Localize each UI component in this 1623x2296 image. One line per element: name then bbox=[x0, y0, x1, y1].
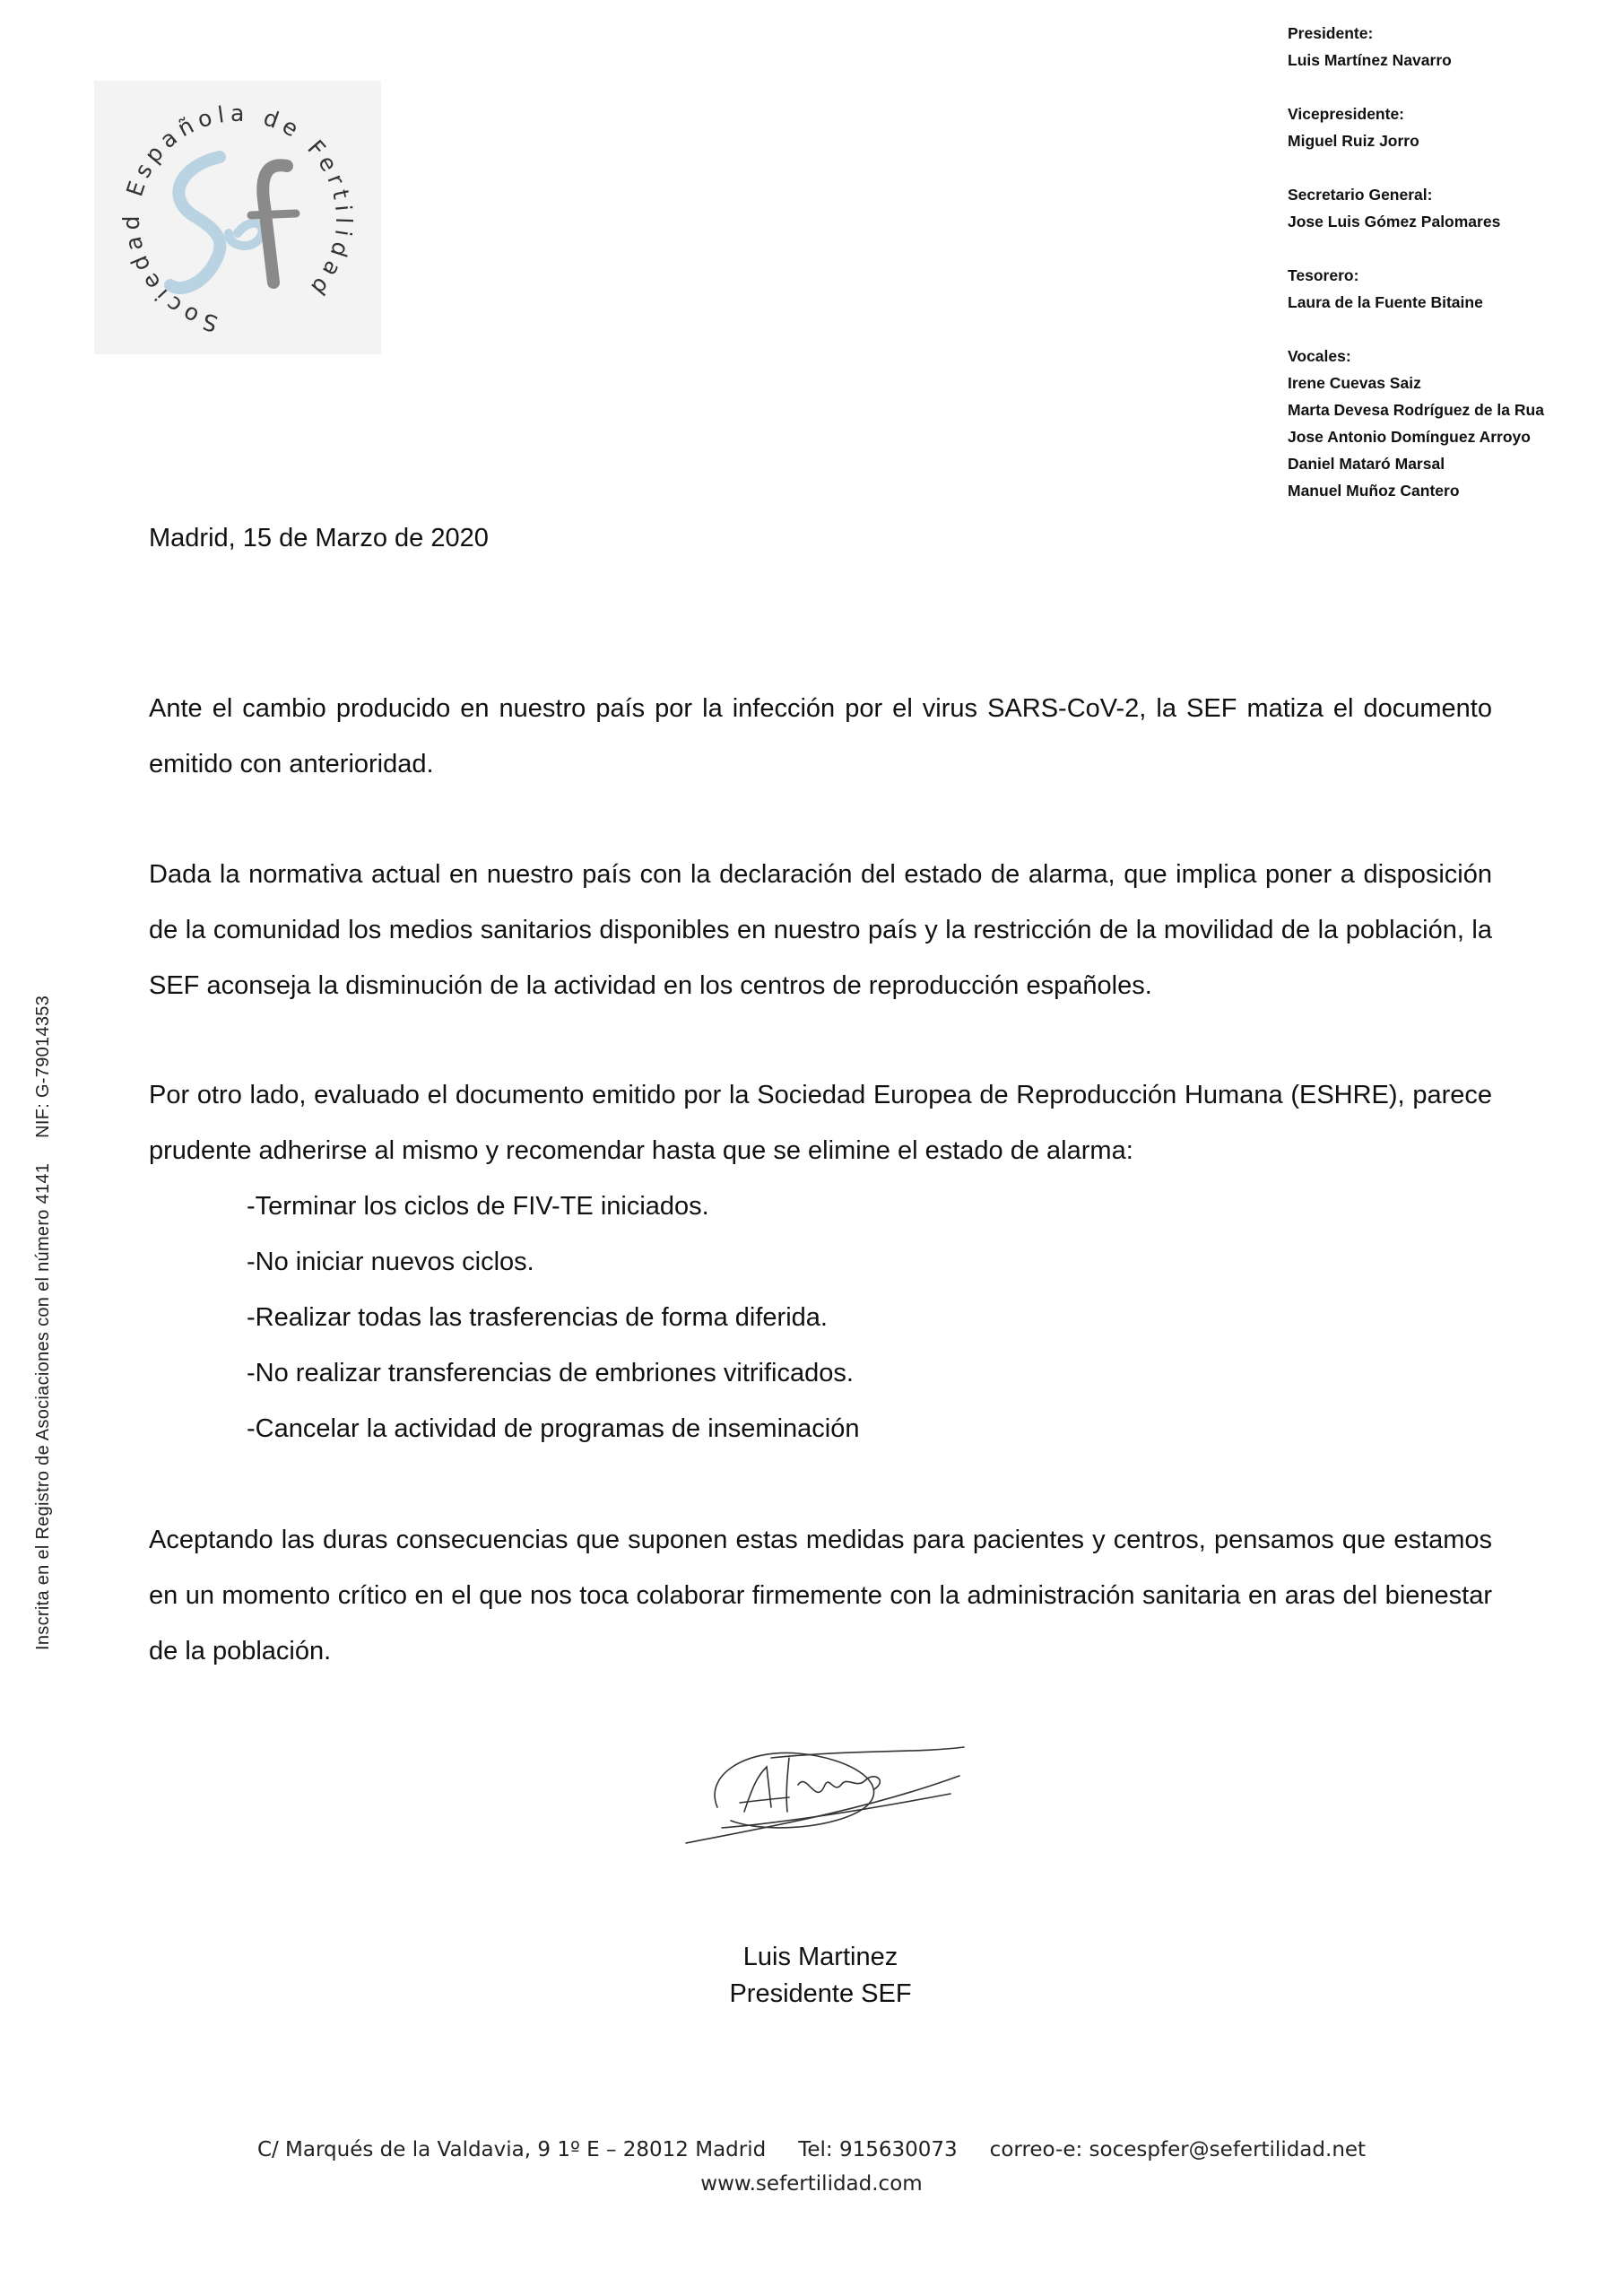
sef-logo bbox=[94, 81, 381, 354]
president-name: Luis Martínez Navarro bbox=[1288, 51, 1452, 69]
measure-item: -No iniciar nuevos ciclos. bbox=[247, 1248, 534, 1276]
treasurer-label: Tesorero: bbox=[1288, 266, 1359, 284]
measure-item: -No realizar transferencias de embriones vitrificados. bbox=[247, 1359, 854, 1387]
logo-f-stroke bbox=[263, 165, 287, 283]
nif-text: NIF: G-79014353 bbox=[33, 995, 53, 1138]
measure-item: -Terminar los ciclos de FIV-TE iniciados. bbox=[247, 1192, 709, 1221]
logo-e-stroke bbox=[229, 223, 263, 246]
signer-title: Presidente SEF bbox=[729, 1979, 912, 2008]
members-label: Vocales: bbox=[1288, 347, 1351, 365]
board-president bbox=[1288, 20, 1610, 74]
vicepresident-name: Miguel Ruiz Jorro bbox=[1288, 132, 1419, 150]
footer-email: correo-e: socespfer@sefertilidad.net bbox=[989, 2138, 1367, 2161]
footer-contact-line bbox=[0, 2133, 1623, 2167]
footer-website: www.sefertilidad.com bbox=[700, 2172, 923, 2196]
paragraph-1: Ante el cambio producido en nuestro país por la infección por el virus SARS-CoV-2, la SEF matiza el documento emitido con anterioridad. bbox=[149, 694, 1492, 778]
secretary-name: Jose Luis Gómez Palomares bbox=[1288, 213, 1501, 230]
signer-block bbox=[628, 1939, 1013, 2013]
paragraph-3: Por otro lado, evaluado el documento emitido por la Sociedad Europea de Reproducción Humana (ESHRE), parece prudente adherirse al mismo y recomendar hasta que se elimine el estado de alarma: bbox=[149, 1081, 1492, 1165]
measure-item: -Cancelar la actividad de programas de inseminación bbox=[247, 1414, 860, 1443]
registry-sidebar bbox=[33, 996, 54, 1650]
vicepresident-label: Vicepresidente: bbox=[1288, 105, 1405, 123]
footer-address: C/ Marqués de la Valdavia, 9 1º E – 28012 Madrid bbox=[256, 2138, 767, 2161]
member-name: Irene Cuevas Saiz bbox=[1288, 374, 1421, 392]
registry-text: Inscrita en el Registro de Asociaciones con el número 4141 bbox=[33, 1162, 53, 1650]
paragraph-4: Aceptando las duras consecuencias que suponen estas medidas para pacientes y centros, pensamos que estamos en un momento crítico en el que nos toca colaborar firmemente con la administración sanitaria en aras del bienestar de la población. bbox=[149, 1526, 1492, 1665]
president-label: Presidente: bbox=[1288, 24, 1374, 42]
signature-graphic bbox=[681, 1722, 968, 1857]
member-name: Daniel Mataró Marsal bbox=[1288, 455, 1445, 473]
measures-list bbox=[247, 1178, 859, 1457]
board-members bbox=[1288, 343, 1610, 504]
footer-phone: Tel: 915630073 bbox=[798, 2138, 958, 2161]
paragraph-2: Dada la normativa actual en nuestro país con la declaración del estado de alarma, que implica poner a disposición de la comunidad los medios sanitarios disponibles en nuestro país y la restricción de la movilidad de la población, la SEF aconseja la disminución de la actividad en los centros de reproducción españoles. bbox=[149, 860, 1492, 1000]
logo-s-stroke bbox=[170, 157, 220, 288]
logo-f-bar bbox=[251, 213, 296, 215]
member-name: Manuel Muñoz Cantero bbox=[1288, 482, 1460, 500]
board-vicepresident bbox=[1288, 100, 1610, 154]
measure-item: -Realizar todas las trasferencias de forma diferida. bbox=[247, 1303, 828, 1332]
board-treasurer bbox=[1288, 262, 1610, 316]
logo-ring-text: Sociedad Española de Fertilidad bbox=[117, 100, 358, 337]
handwritten-signature bbox=[681, 1722, 968, 1857]
member-name: Marta Devesa Rodríguez de la Rua bbox=[1288, 401, 1544, 419]
board-secretary bbox=[1288, 181, 1610, 235]
footer bbox=[0, 2133, 1623, 2201]
board-of-directors bbox=[1288, 20, 1610, 504]
letter-date: Madrid, 15 de Marzo de 2020 bbox=[149, 524, 489, 552]
signer-name: Luis Martinez bbox=[742, 1943, 898, 1971]
secretary-label: Secretario General: bbox=[1288, 186, 1433, 204]
member-name: Jose Antonio Domínguez Arroyo bbox=[1288, 428, 1531, 446]
sef-logo-graphic bbox=[94, 81, 381, 354]
treasurer-name: Laura de la Fuente Bitaine bbox=[1288, 293, 1483, 311]
